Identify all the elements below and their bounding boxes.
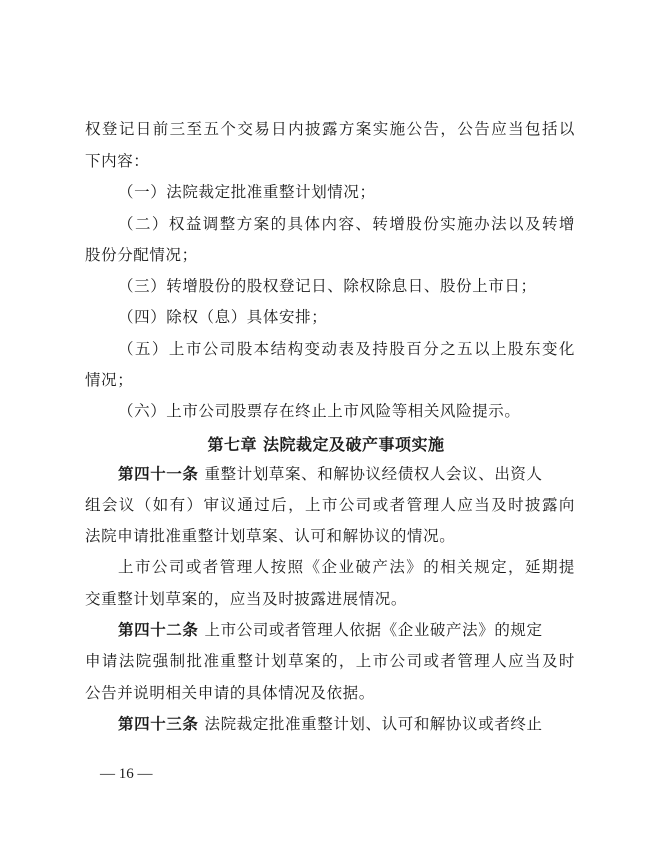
- article-41-line: 法院申请批准重整计划草案、认可和解协议的情况。: [85, 527, 456, 545]
- article-43-line: [118, 713, 575, 735]
- list-item: （四）除权（息）具体安排；: [118, 308, 328, 326]
- list-item: （六）上市公司股票存在终止上市风险等相关风险提示。: [118, 402, 521, 420]
- article-43-text: 法院裁定批准重整计划、认可和解协议或者终止: [204, 715, 543, 733]
- article-41-paragraph-2: 上市公司或者管理人按照《企业破产法》的相关规定，延期提: [118, 558, 575, 576]
- article-42-text: 上市公司或者管理人依据《企业破产法》的规定: [204, 621, 543, 639]
- article-42-title: 第四十二条: [118, 621, 199, 639]
- article-42-line: 申请法院强制批准重整计划草案的，上市公司或者管理人应当及时: [85, 652, 575, 670]
- list-item: （二）权益调整方案的具体内容、转增股份实施办法以及转增: [118, 215, 575, 233]
- article-42-line: [118, 619, 575, 641]
- list-item: （五）上市公司股本结构变动表及持股百分之五以上股东变化: [118, 340, 575, 358]
- article-41-line: 组会议（如有）审议通过后，上市公司或者管理人应当及时披露向: [85, 496, 575, 514]
- article-42-line: 公告并说明相关申请的具体情况及依据。: [85, 684, 375, 702]
- article-41-title: 第四十一条: [118, 465, 199, 483]
- page-number: — 16 —: [100, 766, 153, 782]
- paragraph-line: 权登记日前三至五个交易日内披露方案实施公告，公告应当包括以: [85, 120, 575, 138]
- article-41-line: [118, 463, 575, 485]
- article-41-paragraph-2: 交重整计划草案的，应当及时披露进展情况。: [85, 590, 408, 608]
- list-item: （三）转增股份的股权登记日、除权除息日、股份上市日；: [118, 277, 537, 295]
- chapter-heading: 第七章 法院裁定及破产事项实施: [207, 435, 445, 454]
- list-item-continuation: 情况；: [85, 371, 134, 389]
- list-item-continuation: 股份分配情况；: [85, 246, 198, 264]
- list-item: （一）法院裁定批准重整计划情况；: [118, 183, 376, 201]
- article-41-text: 重整计划草案、和解协议经债权人会议、出资人: [204, 465, 543, 483]
- paragraph-line: 下内容：: [85, 152, 150, 170]
- article-43-title: 第四十三条: [118, 715, 199, 733]
